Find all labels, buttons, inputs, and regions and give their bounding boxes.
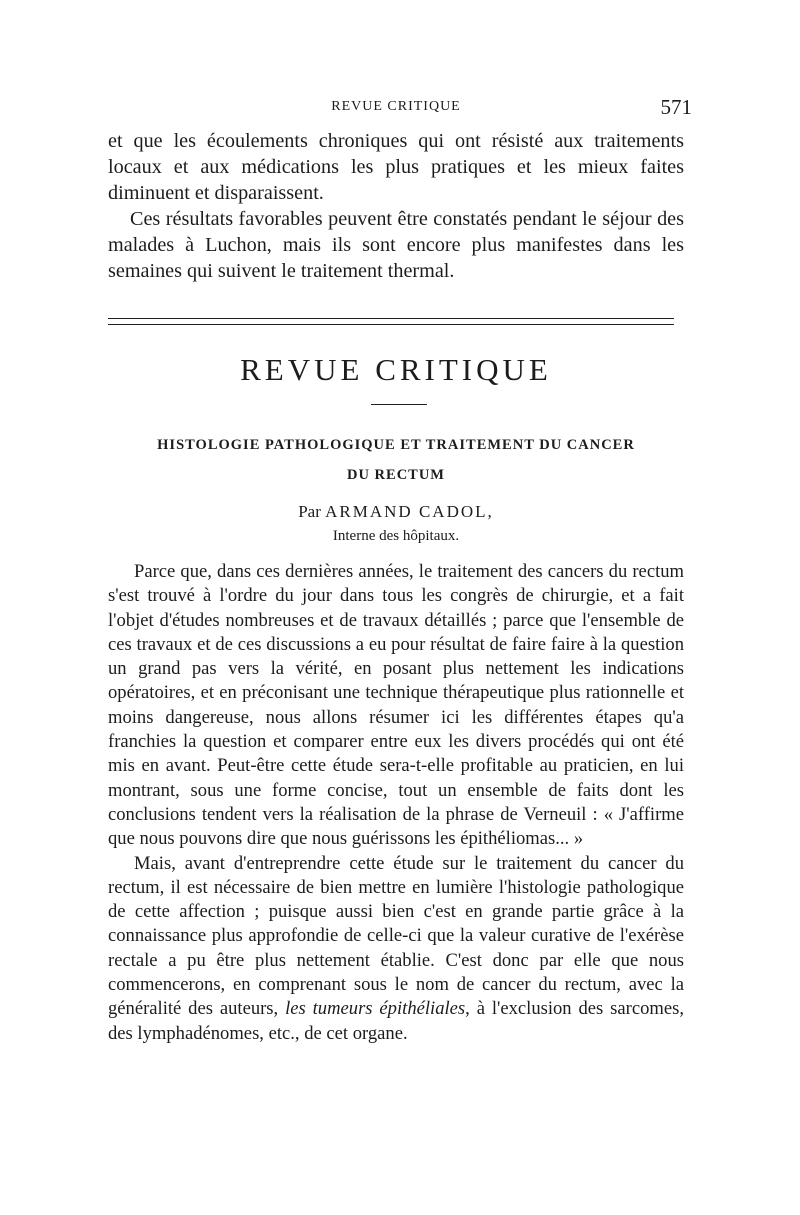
page-header <box>108 95 692 119</box>
paragraph: et que les écoulements chroniques qui ont résisté aux traitements locaux et aux médications les plus pratiques et les mieux faites diminuent et disparaissent. <box>108 130 684 204</box>
short-rule-divider <box>371 404 427 405</box>
section-title: REVUE CRITIQUE <box>240 352 552 387</box>
paragraph: Ces résultats favorables peuvent être constatés pendant le séjour des malades à Luchon, mais ils sont encore plus manifestes dans les semaines qui suivent le traitement thermal. <box>108 208 684 282</box>
paragraph-text: Mais, avant d'entreprendre cette étude sur le traitement du cancer du rectum, il est nécessaire de bien mettre en lumière l'histologie pathologique de cette affection ; puisque aussi bien c'est en grande partie grâce à la connaissance plus approfondie de celle-ci que la valeur curative de l'exérèse rectale a pu être plus nettement établie. C'est donc par elle que nous commencerons, en comprenant sous le nom de cancer du rectum, avec la généralité des auteurs, <box>108 852 684 1020</box>
author-role: Interne des hôpitaux. <box>332 528 460 544</box>
byline-par: Par <box>298 502 321 521</box>
byline <box>108 500 684 548</box>
author-name: ARMAND CADOL, <box>325 502 494 521</box>
italic-phrase: les tumeurs épithéliales <box>285 998 466 1020</box>
page-number: 571 <box>660 95 692 119</box>
article-body <box>108 560 684 1046</box>
article-title-line: DU RECTUM <box>346 467 445 483</box>
running-title: REVUE CRITIQUE <box>331 99 461 114</box>
article-title-line: HISTOLOGIE PATHOLOGIQUE ET TRAITEMENT DU CANCER <box>157 437 635 453</box>
paragraph: Parce que, dans ces dernières années, le traitement des cancers du rectum s'est trouvé à l'ordre du jour dans tous les congrès de chirurgie, et a fait l'objet d'études nombreuses et de travaux détaillés ; parce que l'ensemble de ces travaux et de ces discussions a eu pour résultat de faire faire à la question un grand pas vers la vérité, en posant plus nettement les indications opératoires, et en préconisant une technique thérapeutique plus rationnelle et moins dangereuse, nous allons résumer ici les différentes étapes qu'a franchies la question et comparer entre eux les divers procédés qui ont été mis en avant. Peut-être cette étude sera-t-elle profitable au praticien, en lui montrant, sous une forme concise, tout un ensemble de faits dont les conclusions tendent vers la réalisation de la phrase de Verneuil : « J'affirme que nous pouvons dire que nous guérissons les épithéliomas... » <box>108 561 684 850</box>
paragraph-text: , à l'exclusion des sarcomes, des lymphadénomes, etc., de cet organe. <box>108 998 684 1044</box>
paragraph <box>108 852 684 1046</box>
double-rule-divider <box>108 318 674 325</box>
article-title <box>108 430 684 490</box>
continued-text <box>108 128 684 284</box>
